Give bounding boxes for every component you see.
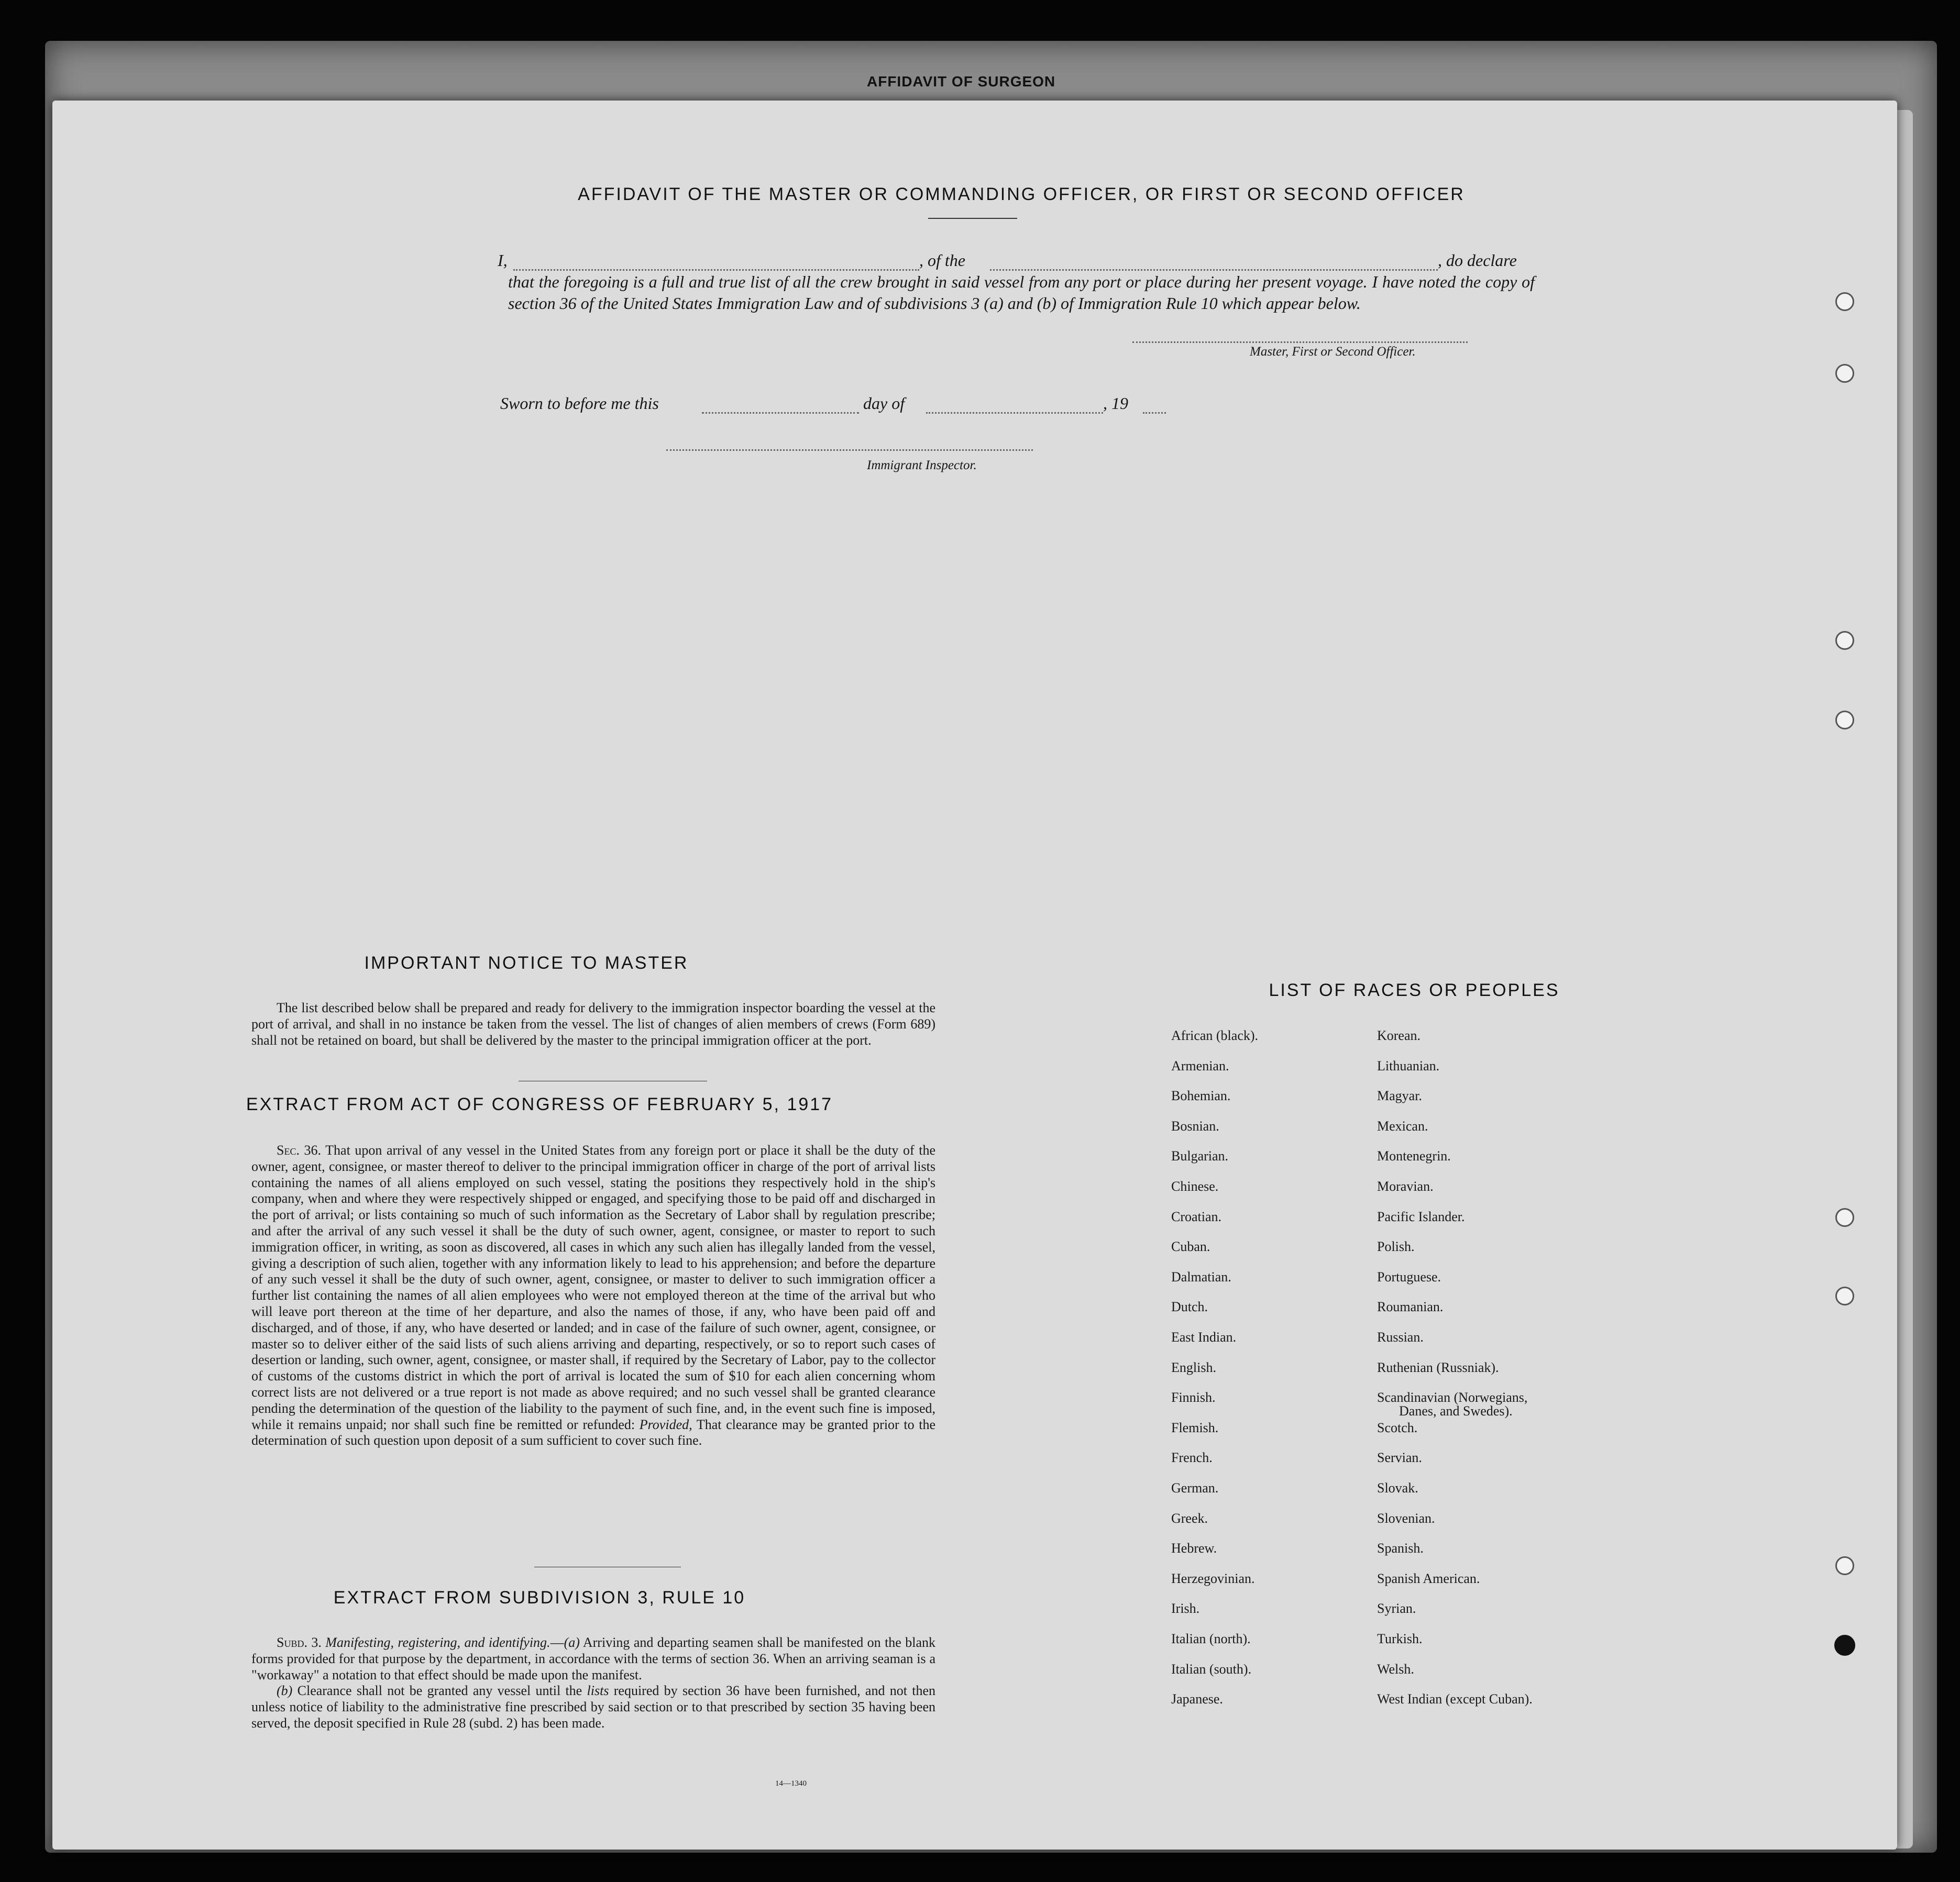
- race-item: French.: [1171, 1450, 1213, 1466]
- subdivision-heading: Manifesting, registering, and identifying.: [325, 1635, 550, 1650]
- race-item: Slovenian.: [1377, 1510, 1435, 1526]
- extract-rule-title: EXTRACT FROM SUBDIVISION 3, RULE 10: [333, 1588, 746, 1608]
- binder-hole: [1835, 364, 1854, 383]
- race-item: Armenian.: [1171, 1058, 1229, 1073]
- race-item: German.: [1171, 1480, 1219, 1496]
- affidavit-title: AFFIDAVIT OF THE MASTER OR COMMANDING OFFICER, OR FIRST OR SECOND OFFICER: [578, 184, 1465, 204]
- race-item: Italian (south).: [1171, 1661, 1252, 1677]
- race-item: East Indian.: [1171, 1330, 1237, 1345]
- signature-caption: Master, First or Second Officer.: [1250, 345, 1416, 359]
- para-b-label: (b): [277, 1683, 293, 1699]
- race-item: Portuguese.: [1377, 1269, 1441, 1285]
- race-item: Italian (north).: [1171, 1631, 1251, 1646]
- provided-text: That clearance may be granted prior to the determination of such question upon deposit of a sum sufficient to cover such fine.: [251, 1416, 936, 1448]
- race-item: Chinese.: [1171, 1179, 1219, 1194]
- section-36-text: That upon arrival of any vessel in the United States from any foreign port or place it shall be the duty of the owner, agent, consignee, or master thereof to deliver to the principal immigration officer in charge of the port of arrival lists containing the names of all aliens employed on such vessel, stating the positions they respectively hold in the ship's company, when and where they were respectively shipped or engaged, and specifying those to be paid off and discharged in the port of arrival; or lists containing so much of such information as the Secretary of Labor shall by regulation prescribe; and after the arrival of any such vessel it shall be the duty of such owner, agent, consignee, or master to report to such immigration officer, in writing, as soon as discovered, all cases in which any such alien has illegally landed from the vessel, giving a description of such alien, together with any information likely to lead to his apprehension; and before the departure of any such vessel it shall be the duty of such owner, agent, consignee, or master to deliver to such immigration officer a further list containing the names of all alien employees who were not employed thereon at the time of the arrival but who will leave port thereon at the time of her departure, and also the names of those, if any, who have been paid off and discharged, and of those, if any, who have deserted or landed; and in case of the failure of such owner, agent, consignee, or master so to deliver either of the said lists of such aliens arriving and departing, respectively, or so to report such cases of desertion or landing, such owner, agent, consignee, or master shall, if required by the Secretary of Labor, pay to the collector of customs of the customs district in which the port of arrival is located the sum of $10 for each alien concerning whom correct lists are not delivered or a true report is not made as above required; and no such vessel shall be granted clearance pending the determination of the question of the liability to the payment of such fine, and, in the event such fine is imposed, while it remains unpaid; nor shall such fine be remitted or refunded:: [251, 1143, 935, 1432]
- race-item: Spanish American.: [1377, 1570, 1480, 1586]
- race-item: Herzegovinian.: [1171, 1570, 1255, 1586]
- race-item: Korean.: [1377, 1028, 1421, 1043]
- binder-hole: [1834, 1635, 1855, 1656]
- extract-act-title: EXTRACT FROM ACT OF CONGRESS OF FEBRUARY 5, 1917: [246, 1094, 833, 1114]
- binder-hole: [1835, 1287, 1854, 1305]
- para-b-lists: lists: [587, 1683, 609, 1699]
- race-item: Finnish.: [1171, 1390, 1216, 1405]
- race-item: Roumanian.: [1377, 1299, 1444, 1315]
- inspector-blank-line: [666, 449, 1033, 451]
- race-item: Pacific Islander.: [1377, 1209, 1465, 1224]
- race-item: Scandinavian (Norwegians, Danes, and Swedes).: [1377, 1390, 1528, 1419]
- sworn-year-label: , 19: [1103, 394, 1128, 413]
- race-item: Dalmatian.: [1171, 1269, 1231, 1285]
- race-item: Russian.: [1377, 1330, 1424, 1345]
- notice-title: IMPORTANT NOTICE TO MASTER: [364, 953, 689, 973]
- provided-label: Provided,: [639, 1416, 692, 1432]
- race-item: English.: [1171, 1359, 1216, 1375]
- inspector-caption: Immigrant Inspector.: [867, 458, 977, 472]
- para-a-text: Arriving and departing seamen shall be manifested on the blank forms provided for that purpose by the department, in accordance with the terms of section 36. When an arriving seaman is a "workaway" a notation to that effect should be made upon the manifest.: [251, 1635, 935, 1682]
- affidavit-of-the-label: , of the: [919, 251, 965, 270]
- race-item: Ruthenian (Russniak).: [1377, 1359, 1499, 1375]
- race-item: Dutch.: [1171, 1299, 1208, 1315]
- sworn-year-blank-line: [1143, 412, 1166, 414]
- race-item: Greek.: [1171, 1510, 1208, 1526]
- vessel-blank-line: [990, 269, 1438, 271]
- extract-act-text: [251, 1143, 935, 1449]
- name-blank-line: [513, 269, 919, 271]
- para-b-text-2: required by section 36 have been furnished, and not then unless notice of liability to the administrative fine prescribed by said section or to that prescribed by section 35 having been served, the deposit specified in Rule 28 (subd. 2) has been made.: [251, 1683, 936, 1731]
- extract-rule-text: Subd. 3. Manifesting, registering, and identifying.—(a) Arriving and departing seamen shall be manifested on the blank forms provided for that purpose by the department, in accordance with the terms of section 36. When an arriving seaman is a "workaway" a notation to that effect should be made upon the manifest. (b) Clearance shall not be granted any vessel until the lists required by section 36 have been furnished, and not then unless notice of liability to the administrative fine prescribed by said section or to that prescribed by section 35 having been served, the deposit specified in Rule 28 (subd. 2) has been made.: [251, 1635, 936, 1731]
- sworn-day-blank-line: [702, 412, 859, 414]
- race-item: Polish.: [1377, 1239, 1415, 1255]
- race-item: Welsh.: [1377, 1661, 1414, 1677]
- race-item: Mexican.: [1377, 1118, 1428, 1134]
- section-label: Sec. 36.: [277, 1143, 322, 1158]
- race-item: Magyar.: [1377, 1088, 1422, 1104]
- race-item: Bohemian.: [1171, 1088, 1231, 1104]
- race-item: Irish.: [1171, 1601, 1200, 1617]
- race-item: Servian.: [1377, 1450, 1422, 1466]
- races-title: LIST OF RACES OR PEOPLES: [1269, 980, 1560, 1000]
- sworn-month-blank-line: [926, 412, 1103, 414]
- race-item: Slovak.: [1377, 1480, 1418, 1496]
- race-item: Bulgarian.: [1171, 1148, 1229, 1164]
- binder-hole: [1835, 631, 1854, 650]
- para-a-label: (a): [564, 1635, 580, 1650]
- affidavit-do-declare-label: , do declare: [1438, 251, 1517, 270]
- notice-text: The list described below shall be prepared and ready for delivery to the immigration inspector boarding the vessel at the port of arrival, and shall in no instance be taken from the vessel. The list of changes of alien members of crews (Form 689) shall not be retained on board, but shall be delivered by the master to the principal immigration officer at the port.: [251, 1000, 935, 1048]
- race-item: Hebrew.: [1171, 1541, 1217, 1556]
- race-item-continuation: Danes, and Swedes).: [1399, 1403, 1513, 1419]
- race-item: Croatian.: [1171, 1209, 1222, 1224]
- race-item: West Indian (except Cuban).: [1377, 1691, 1533, 1707]
- race-item: Moravian.: [1377, 1179, 1434, 1194]
- binder-hole: [1835, 292, 1854, 311]
- race-item: Lithuanian.: [1377, 1058, 1440, 1073]
- form-code: 14—1340: [775, 1779, 807, 1788]
- affidavit-i-label: I,: [498, 251, 508, 270]
- right-page-edge: [1897, 110, 1913, 1848]
- race-item: African (black).: [1171, 1028, 1259, 1043]
- race-item: Spanish.: [1377, 1541, 1424, 1556]
- sworn-day-of-label: day of: [863, 394, 905, 413]
- race-item: Flemish.: [1171, 1420, 1219, 1435]
- title-underline: [928, 218, 1017, 219]
- race-item: Cuban.: [1171, 1239, 1210, 1255]
- race-item: Turkish.: [1377, 1631, 1423, 1646]
- race-item: Syrian.: [1377, 1601, 1416, 1617]
- race-item: Scotch.: [1377, 1420, 1418, 1435]
- underlying-page-title: AFFIDAVIT OF SURGEON: [867, 73, 1056, 90]
- race-item: Bosnian.: [1171, 1118, 1219, 1134]
- signature-blank-line: [1132, 341, 1468, 343]
- sworn-prefix: Sworn to before me this: [500, 394, 659, 413]
- affidavit-paragraph: that the foregoing is a full and true list of all the crew brought in said vessel from any port or place during her present voyage. I have noted the copy of section 36 of the United States Immigration Law and of subdivisions 3 (a) and (b) of Immigration Rule 10 which appear below.: [508, 272, 1535, 313]
- para-b-text-1: Clearance shall not be granted any vessel until the: [297, 1683, 582, 1699]
- race-item: Montenegrin.: [1377, 1148, 1451, 1164]
- document-page: [52, 101, 1897, 1850]
- subdivision-label: Subd. 3.: [277, 1635, 322, 1650]
- binder-hole: [1835, 711, 1854, 729]
- race-item: Japanese.: [1171, 1691, 1223, 1707]
- binder-hole: [1835, 1208, 1854, 1227]
- binder-hole: [1835, 1556, 1854, 1575]
